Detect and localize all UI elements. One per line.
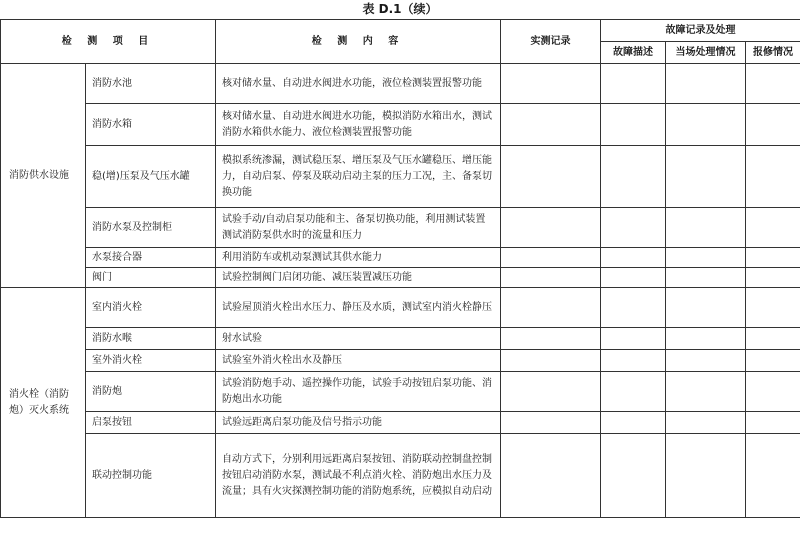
table-row bbox=[1, 248, 800, 268]
record-cell[interactable] bbox=[501, 434, 601, 518]
table-row bbox=[1, 412, 800, 434]
record-cell[interactable] bbox=[501, 288, 601, 328]
content-cell: 试验室外消火栓出水及静压 bbox=[216, 350, 501, 372]
table-row bbox=[1, 328, 800, 350]
repair-cell[interactable] bbox=[746, 64, 800, 104]
onsite-cell[interactable] bbox=[666, 372, 746, 412]
content-cell: 利用消防车或机动泵测试其供水能力 bbox=[216, 248, 501, 268]
onsite-cell[interactable] bbox=[666, 208, 746, 248]
fault-desc-cell[interactable] bbox=[601, 412, 666, 434]
table-row bbox=[1, 146, 800, 208]
onsite-cell[interactable] bbox=[666, 288, 746, 328]
repair-cell[interactable] bbox=[746, 146, 800, 208]
content-cell: 试验消防炮手动、遥控操作功能，试验手动按钮启泵功能、消防炮出水功能 bbox=[216, 372, 501, 412]
header-record: 实测记录 bbox=[501, 20, 601, 64]
table-row bbox=[1, 268, 800, 288]
record-cell[interactable] bbox=[501, 146, 601, 208]
repair-cell[interactable] bbox=[746, 208, 800, 248]
header-fault-group: 故障记录及处理 bbox=[601, 20, 800, 42]
content-cell: 试验屋顶消火栓出水压力、静压及水质，测试室内消火栓静压 bbox=[216, 288, 501, 328]
item-cell: 室外消火栓 bbox=[86, 350, 216, 372]
content-cell: 模拟系统渗漏，测试稳压泵、增压泵及气压水罐稳压、增压能力，自动启泵、停泵及联动启动主泵的压力工况，主、备泵切换功能 bbox=[216, 146, 501, 208]
header-fault-desc: 故障描述 bbox=[601, 42, 666, 64]
onsite-cell[interactable] bbox=[666, 104, 746, 146]
fault-desc-cell[interactable] bbox=[601, 248, 666, 268]
header-repair: 报修情况 bbox=[746, 42, 800, 64]
repair-cell[interactable] bbox=[746, 328, 800, 350]
table-row bbox=[1, 372, 800, 412]
record-cell[interactable] bbox=[501, 64, 601, 104]
category-cell: 消火栓（消防炮）灭火系统 bbox=[1, 288, 86, 518]
record-cell[interactable] bbox=[501, 208, 601, 248]
item-cell: 消防水池 bbox=[86, 64, 216, 104]
header-onsite: 当场处理情况 bbox=[666, 42, 746, 64]
table-row bbox=[1, 64, 800, 104]
fault-desc-cell[interactable] bbox=[601, 350, 666, 372]
onsite-cell[interactable] bbox=[666, 248, 746, 268]
repair-cell[interactable] bbox=[746, 268, 800, 288]
repair-cell[interactable] bbox=[746, 288, 800, 328]
item-cell: 稳(增)压泵及气压水罐 bbox=[86, 146, 216, 208]
record-cell[interactable] bbox=[501, 328, 601, 350]
repair-cell[interactable] bbox=[746, 372, 800, 412]
item-cell: 消防水箱 bbox=[86, 104, 216, 146]
fault-desc-cell[interactable] bbox=[601, 288, 666, 328]
fault-desc-cell[interactable] bbox=[601, 208, 666, 248]
record-cell[interactable] bbox=[501, 268, 601, 288]
onsite-cell[interactable] bbox=[666, 146, 746, 208]
record-cell[interactable] bbox=[501, 412, 601, 434]
repair-cell[interactable] bbox=[746, 412, 800, 434]
content-cell: 试验手动/自动启泵功能和主、备泵切换功能，利用测试装置测试消防泵供水时的流量和压力 bbox=[216, 208, 501, 248]
record-cell[interactable] bbox=[501, 248, 601, 268]
content-cell: 核对储水量、自动进水阀进水功能，模拟消防水箱出水，测试消防水箱供水能力、液位检测装置报警功能 bbox=[216, 104, 501, 146]
table-row bbox=[1, 350, 800, 372]
content-cell: 试验远距离启泵功能及信号指示功能 bbox=[216, 412, 501, 434]
fault-desc-cell[interactable] bbox=[601, 372, 666, 412]
repair-cell[interactable] bbox=[746, 248, 800, 268]
repair-cell[interactable] bbox=[746, 350, 800, 372]
content-cell: 自动方式下，分别利用远距离启泵按钮、消防联动控制盘控制按钮启动消防水泵，测试最不利点消火栓、消防炮出水压力及流量；具有火灾探测控制功能的消防炮系统，应模拟自动启动 bbox=[216, 434, 501, 518]
table-row bbox=[1, 104, 800, 146]
onsite-cell[interactable] bbox=[666, 64, 746, 104]
item-cell: 启泵按钮 bbox=[86, 412, 216, 434]
onsite-cell[interactable] bbox=[666, 350, 746, 372]
fault-desc-cell[interactable] bbox=[601, 268, 666, 288]
content-cell: 射水试验 bbox=[216, 328, 501, 350]
content-cell: 试验控制阀门启闭功能、减压装置减压功能 bbox=[216, 268, 501, 288]
fault-desc-cell[interactable] bbox=[601, 146, 666, 208]
content-cell: 核对储水量、自动进水阀进水功能，液位检测装置报警功能 bbox=[216, 64, 501, 104]
item-cell: 室内消火栓 bbox=[86, 288, 216, 328]
header-content: 检 测 内 容 bbox=[216, 20, 501, 64]
fault-desc-cell[interactable] bbox=[601, 104, 666, 146]
fault-desc-cell[interactable] bbox=[601, 328, 666, 350]
onsite-cell[interactable] bbox=[666, 434, 746, 518]
record-cell[interactable] bbox=[501, 104, 601, 146]
inspection-table bbox=[0, 19, 800, 518]
record-cell[interactable] bbox=[501, 350, 601, 372]
repair-cell[interactable] bbox=[746, 104, 800, 146]
onsite-cell[interactable] bbox=[666, 328, 746, 350]
item-cell: 消防水泵及控制柜 bbox=[86, 208, 216, 248]
fault-desc-cell[interactable] bbox=[601, 64, 666, 104]
repair-cell[interactable] bbox=[746, 434, 800, 518]
onsite-cell[interactable] bbox=[666, 268, 746, 288]
item-cell: 消防炮 bbox=[86, 372, 216, 412]
item-cell: 消防水喉 bbox=[86, 328, 216, 350]
fault-desc-cell[interactable] bbox=[601, 434, 666, 518]
item-cell: 联动控制功能 bbox=[86, 434, 216, 518]
header-item: 检 测 项 目 bbox=[1, 20, 216, 64]
item-cell: 阀门 bbox=[86, 268, 216, 288]
record-cell[interactable] bbox=[501, 372, 601, 412]
onsite-cell[interactable] bbox=[666, 412, 746, 434]
table-row bbox=[1, 288, 800, 328]
table-row bbox=[1, 434, 800, 518]
table-row bbox=[1, 208, 800, 248]
table-caption: 表 D.1（续） bbox=[362, 2, 438, 16]
item-cell: 水泵接合器 bbox=[86, 248, 216, 268]
category-cell: 消防供水设施 bbox=[1, 64, 86, 288]
